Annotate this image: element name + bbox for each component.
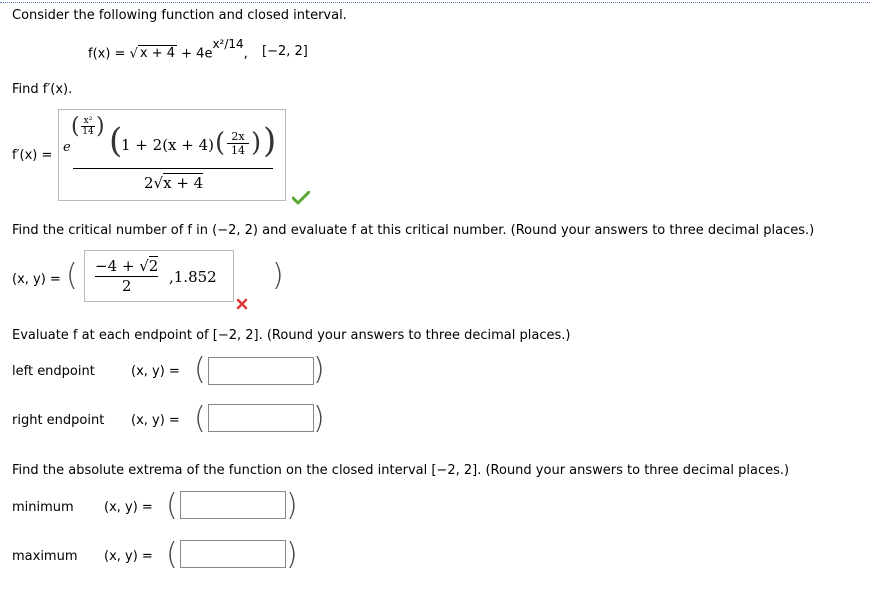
left-endpoint-label: left endpoint <box>12 364 95 379</box>
exp-fraction <box>81 116 95 137</box>
maximum-label: maximum <box>12 549 78 564</box>
maximum-input[interactable] <box>180 540 286 568</box>
right-open-paren: ( <box>194 401 206 436</box>
critical-denominator: 2 <box>95 276 158 295</box>
cross-icon <box>236 298 248 310</box>
intro-text: Consider the following function and closed interval. <box>12 8 347 23</box>
endpoints-prompt: Evaluate f at each endpoint of [−2, 2]. (Round your answers to three decimal places.) <box>12 328 571 343</box>
derivative-answer-box[interactable] <box>58 109 286 201</box>
function-lhs: f(x) = <box>88 46 130 62</box>
function-e: e <box>204 46 213 62</box>
max-open-paren: ( <box>166 537 178 572</box>
min-open-paren: ( <box>166 488 178 523</box>
left-xy-label: (x, y) = <box>131 364 180 379</box>
inner-denominator: 14 <box>227 143 249 157</box>
answer-e: e <box>63 140 71 155</box>
top-divider <box>0 2 870 3</box>
inner-fraction <box>227 130 249 157</box>
critical-numerator: −4 + √2 <box>95 257 159 275</box>
function-exponent: x²/14 <box>212 37 244 51</box>
critical-close-paren: ) <box>272 258 284 293</box>
denominator-sqrt-symbol: √ <box>153 174 164 192</box>
main-fraction-bar <box>73 168 273 169</box>
critical-answer-box[interactable] <box>84 250 234 302</box>
exp-numerator: x² <box>83 116 93 126</box>
paren-text: 1 + 2(x + 4) <box>121 136 215 154</box>
derivative-label: f′(x) = <box>12 148 53 163</box>
exp-denominator: 14 <box>82 127 94 137</box>
critical-prompt: Find the critical number of f in (−2, 2) and evaluate f at this critical number. (Round your answers to three decimal places.) <box>12 223 815 238</box>
derivative-denominator: 2√x + 4 <box>144 174 204 192</box>
left-close-paren: ) <box>313 352 325 387</box>
derivative-prompt: Find f′(x). <box>12 82 73 97</box>
inner-close-paren: ) <box>251 128 262 158</box>
right-xy-label: (x, y) = <box>131 413 180 428</box>
critical-open-paren: ( <box>66 258 78 293</box>
max-close-paren: ) <box>286 537 298 572</box>
critical-fraction <box>95 257 158 295</box>
extrema-prompt: Find the absolute extrema of the function on the closed interval [−2, 2]. (Round your answers to three decimal places.) <box>12 463 790 478</box>
function-interval: [−2, 2] <box>262 44 308 59</box>
main-close-paren: ) <box>263 121 277 161</box>
minimum-label: minimum <box>12 500 74 515</box>
function-comma: , <box>243 46 248 62</box>
exp-open-paren: ( <box>71 114 80 139</box>
inner-open-paren: ( <box>215 128 226 158</box>
critical-y-value: ,1.852 <box>169 268 217 286</box>
main-open-paren: ( <box>109 121 123 161</box>
function-definition: f(x) = √ $x + 4 + 4e^{x^2/14}$, <box>88 37 248 62</box>
left-open-paren: ( <box>194 352 206 387</box>
check-icon <box>292 191 310 205</box>
right-endpoint-label: right endpoint <box>12 413 105 428</box>
min-xy-label: (x, y) = <box>104 500 153 515</box>
right-endpoint-input[interactable] <box>208 404 314 432</box>
left-endpoint-input[interactable] <box>208 357 314 385</box>
max-xy-label: (x, y) = <box>104 549 153 564</box>
right-close-paren: ) <box>313 401 325 436</box>
inner-numerator: 2x <box>231 130 245 143</box>
sqrt-symbol: √ <box>129 46 138 62</box>
minimum-input[interactable] <box>180 491 286 519</box>
function-radicand: x + 4 <box>139 46 175 62</box>
exp-close-paren: ) <box>96 114 105 139</box>
critical-label: (x, y) = <box>12 272 61 287</box>
min-close-paren: ) <box>286 488 298 523</box>
